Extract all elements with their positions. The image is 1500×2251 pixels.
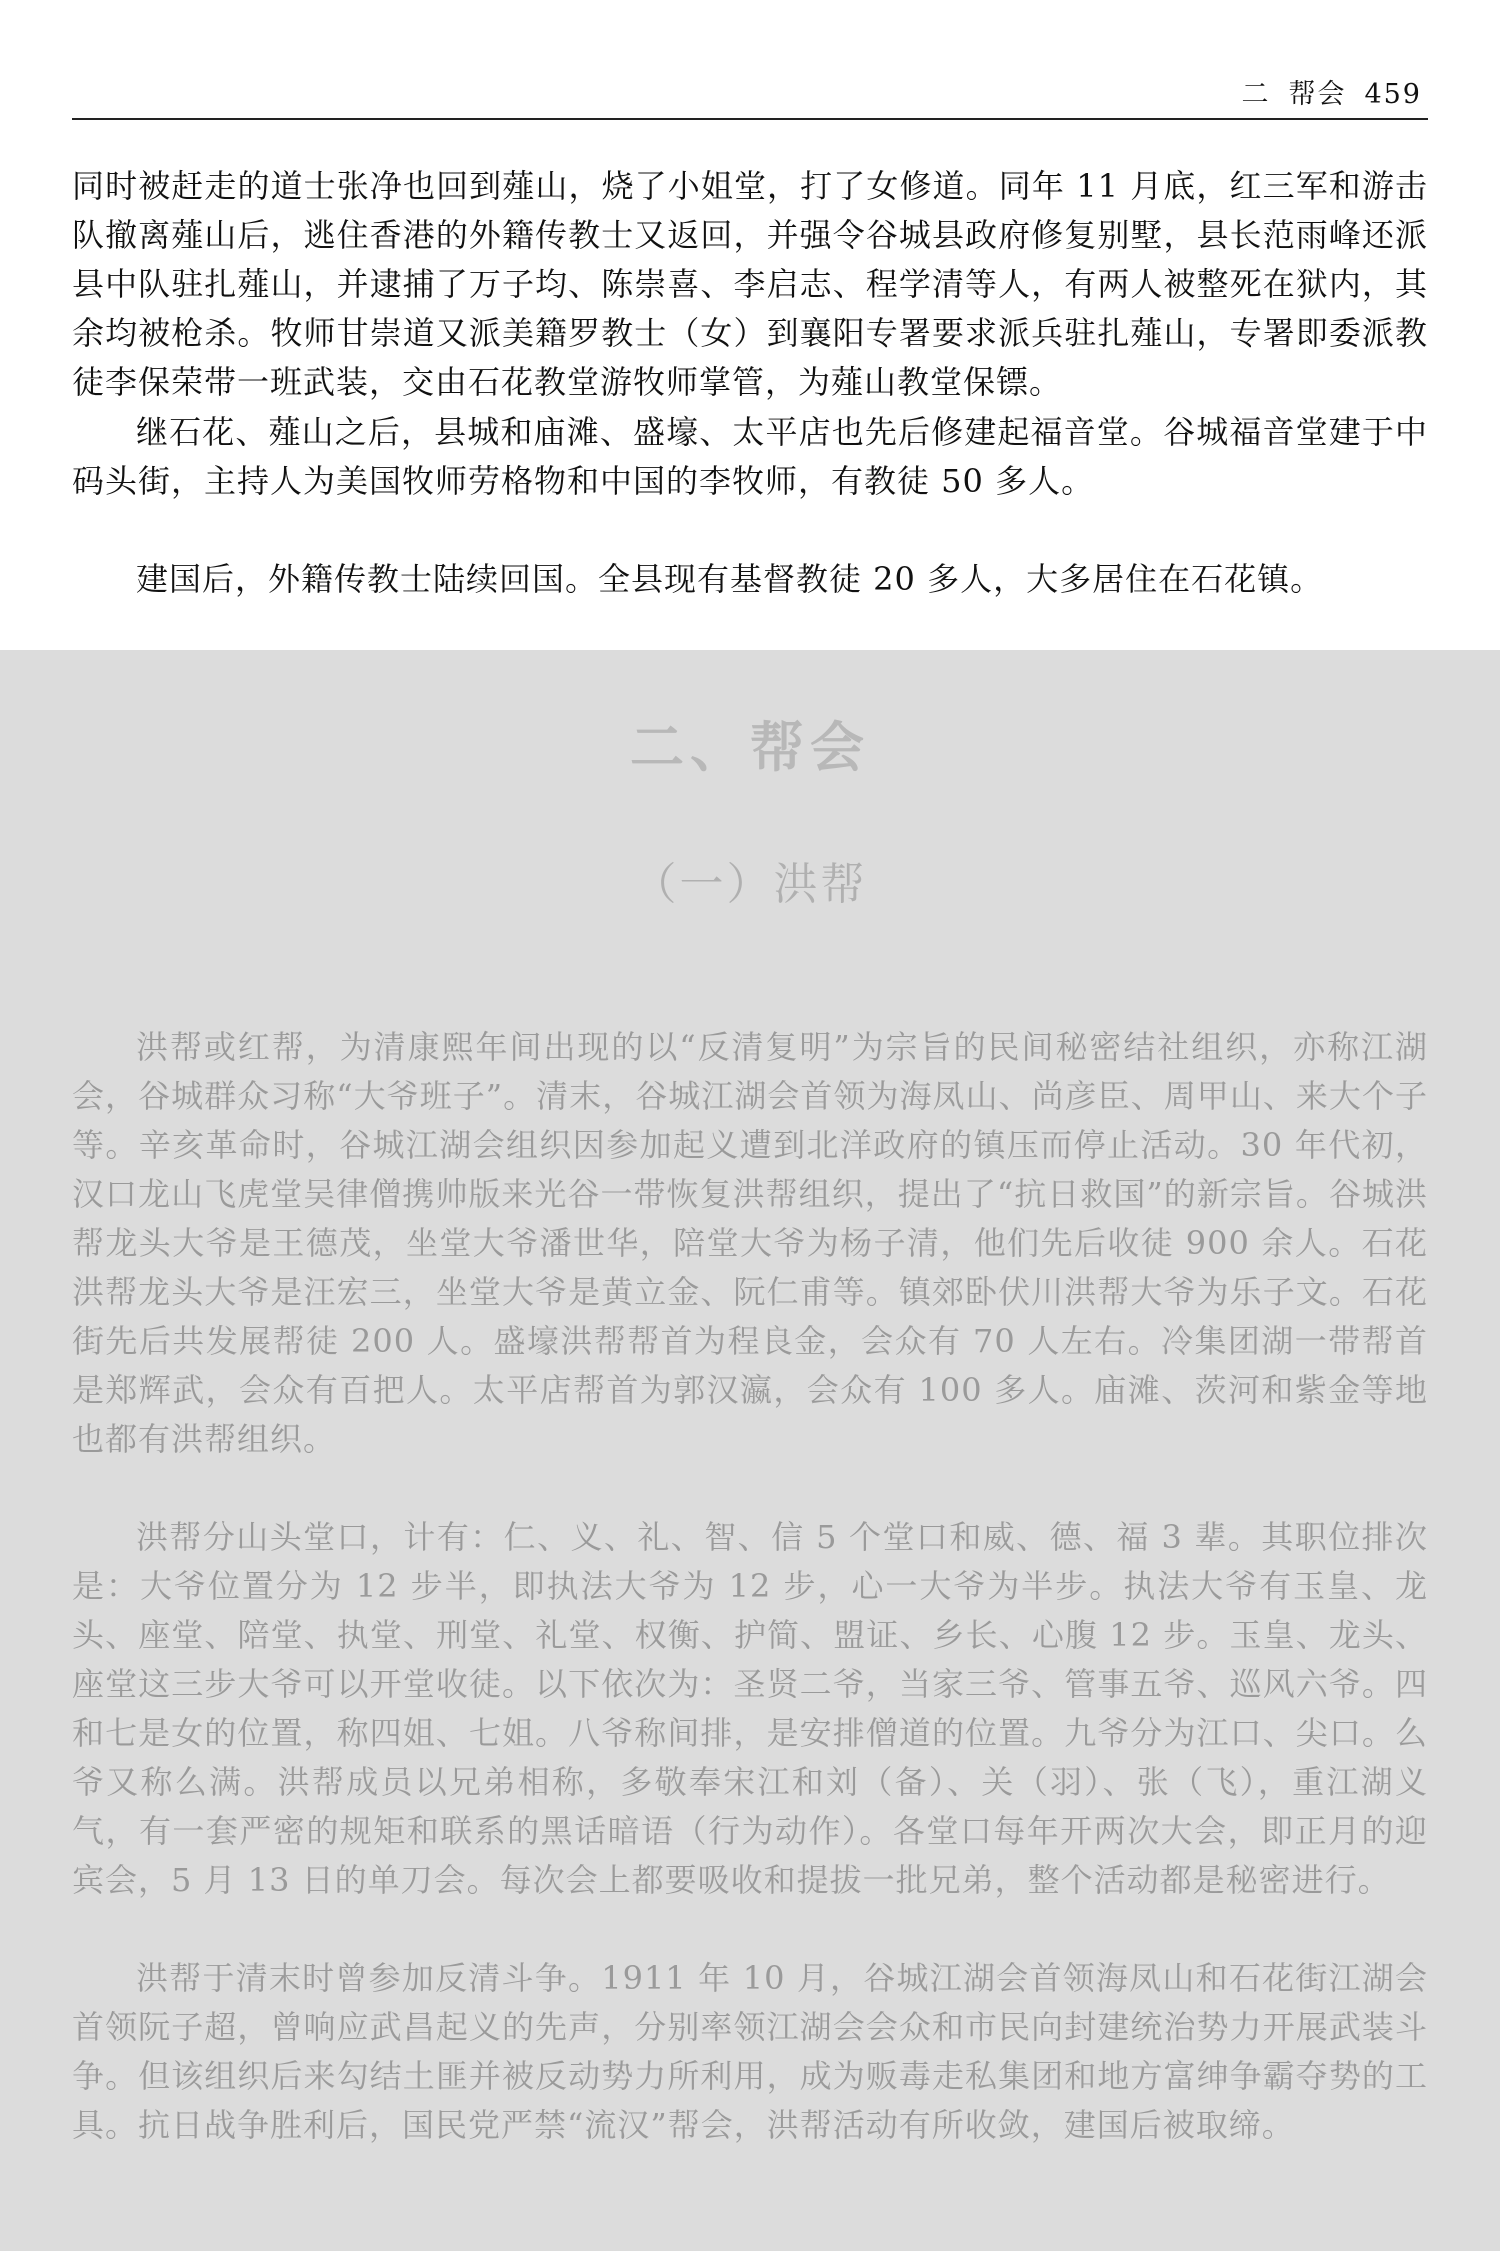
header-rule (72, 118, 1428, 120)
running-header (72, 72, 1428, 120)
subsection-title: （一）洪帮 (632, 859, 868, 910)
paragraph-after-liberation: 建国后，外籍传教士陆续回国。全县现有基督教徒 20 多人，大多居住在石花镇。 (136, 560, 1324, 598)
paragraph-hongbang-structure: 洪帮分山头堂口，计有：仁、义、礼、智、信 5 个堂口和威、德、福 3 辈。其职位排次是：大爷位置分为 12 步半，即执法大爷为 12 步，心一大爷为半步。执法大爷有玉皇、龙头、座堂、陪堂、执堂、刑堂、礼堂、权衡、护简、盟证、乡长、心腹 12 步。玉皇、龙头、座堂这三步大爷可以开堂收徒。以下依次为：圣贤二爷，当家三爷、管事五爷、巡风六爷。四和七是女的位置，称四姐、七姐。八爷称间排，是安排僧道的位置。九爷分为江口、尖口。么爷又称么满。洪帮成员以兄弟相称，多敬奉宋江和刘（备）、关（羽）、张（飞），重江湖义气，有一套严密的规矩和联系的黑话暗语（行为动作）。各堂口每年开两次大会，即正月的迎宾会，5 月 13 日的单刀会。每次会上都要吸收和提拔一批兄弟，整个活动都是秘密进行。 (72, 1518, 1428, 1899)
paragraph-continued: 同时被赶走的道士张净也回到薤山，烧了小姐堂，打了女修道。同年 11 月底，红三军和游击队撤离薤山后，逃住香港的外籍传教士又返回，并强令谷城县政府修复别墅，县长范雨峰还派县中队驻扎薤山，并逮捕了万子均、陈崇喜、李启志、程学清等人，有两人被整死在狱内，其余均被枪杀。牧师甘崇道又派美籍罗教士（女）到襄阳专署要求派兵驻扎薤山，专署即委派教徒李保荣带一班武装，交由石花教堂游牧师掌管，为薤山教堂保镖。 (72, 167, 1428, 401)
section-title: 二、帮会 (630, 715, 870, 779)
header-text (1223, 72, 1422, 111)
header-section: 帮会 (1288, 79, 1347, 110)
paragraph-hongbang-intro: 洪帮或红帮，为清康熙年间出现的以“反清复明”为宗旨的民间秘密结社组织，亦称江湖会，谷城群众习称“大爷班子”。清末，谷城江湖会首领为海凤山、尚彦臣、周甲山、来大个子等。辛亥革命时，谷城江湖会组织因参加起义遭到北洋政府的镇压而停止活动。30 年代初，汉口龙山飞虎堂吴律僧携帅版来光谷一带恢复洪帮组织，提出了“抗日救国”的新宗旨。谷城洪帮龙头大爷是王德茂，坐堂大爷潘世华，陪堂大爷为杨子清，他们先后收徒 900 余人。石花洪帮龙头大爷是汪宏三，坐堂大爷是黄立金、阮仁甫等。镇郊卧伏川洪帮大爷为乐子文。石花街先后共发展帮徒 200 人。盛壕洪帮帮首为程良金，会众有 70 人左右。冷集团湖一带帮首是郑辉武，会众有百把人。太平店帮首为郭汉瀛，会众有 100 多人。庙滩、茨河和紫金等地也都有洪帮组织。 (72, 1028, 1428, 1458)
page-number: 459 (1364, 79, 1422, 110)
header-chapter: 二 (1241, 79, 1271, 110)
paragraph-gospel-halls: 继石花、薤山之后，县城和庙滩、盛壕、太平店也先后修建起福音堂。谷城福音堂建于中码头街，主持人为美国牧师劳格物和中国的李牧师，有教徒 50 多人。 (72, 413, 1428, 500)
paragraph-hongbang-history: 洪帮于清末时曾参加反清斗争。1911 年 10 月，谷城江湖会首领海凤山和石花街江湖会首领阮子超，曾响应武昌起义的先声，分别率领江湖会会众和市民向封建统治势力开展武装斗争。但该组织后来勾结土匪并被反动势力所利用，成为贩毒走私集团和地方富绅争霸夺势的工具。抗日战争胜利后，国民党严禁“流汉”帮会，洪帮活动有所收敛，建国后被取缔。 (72, 1959, 1428, 2144)
